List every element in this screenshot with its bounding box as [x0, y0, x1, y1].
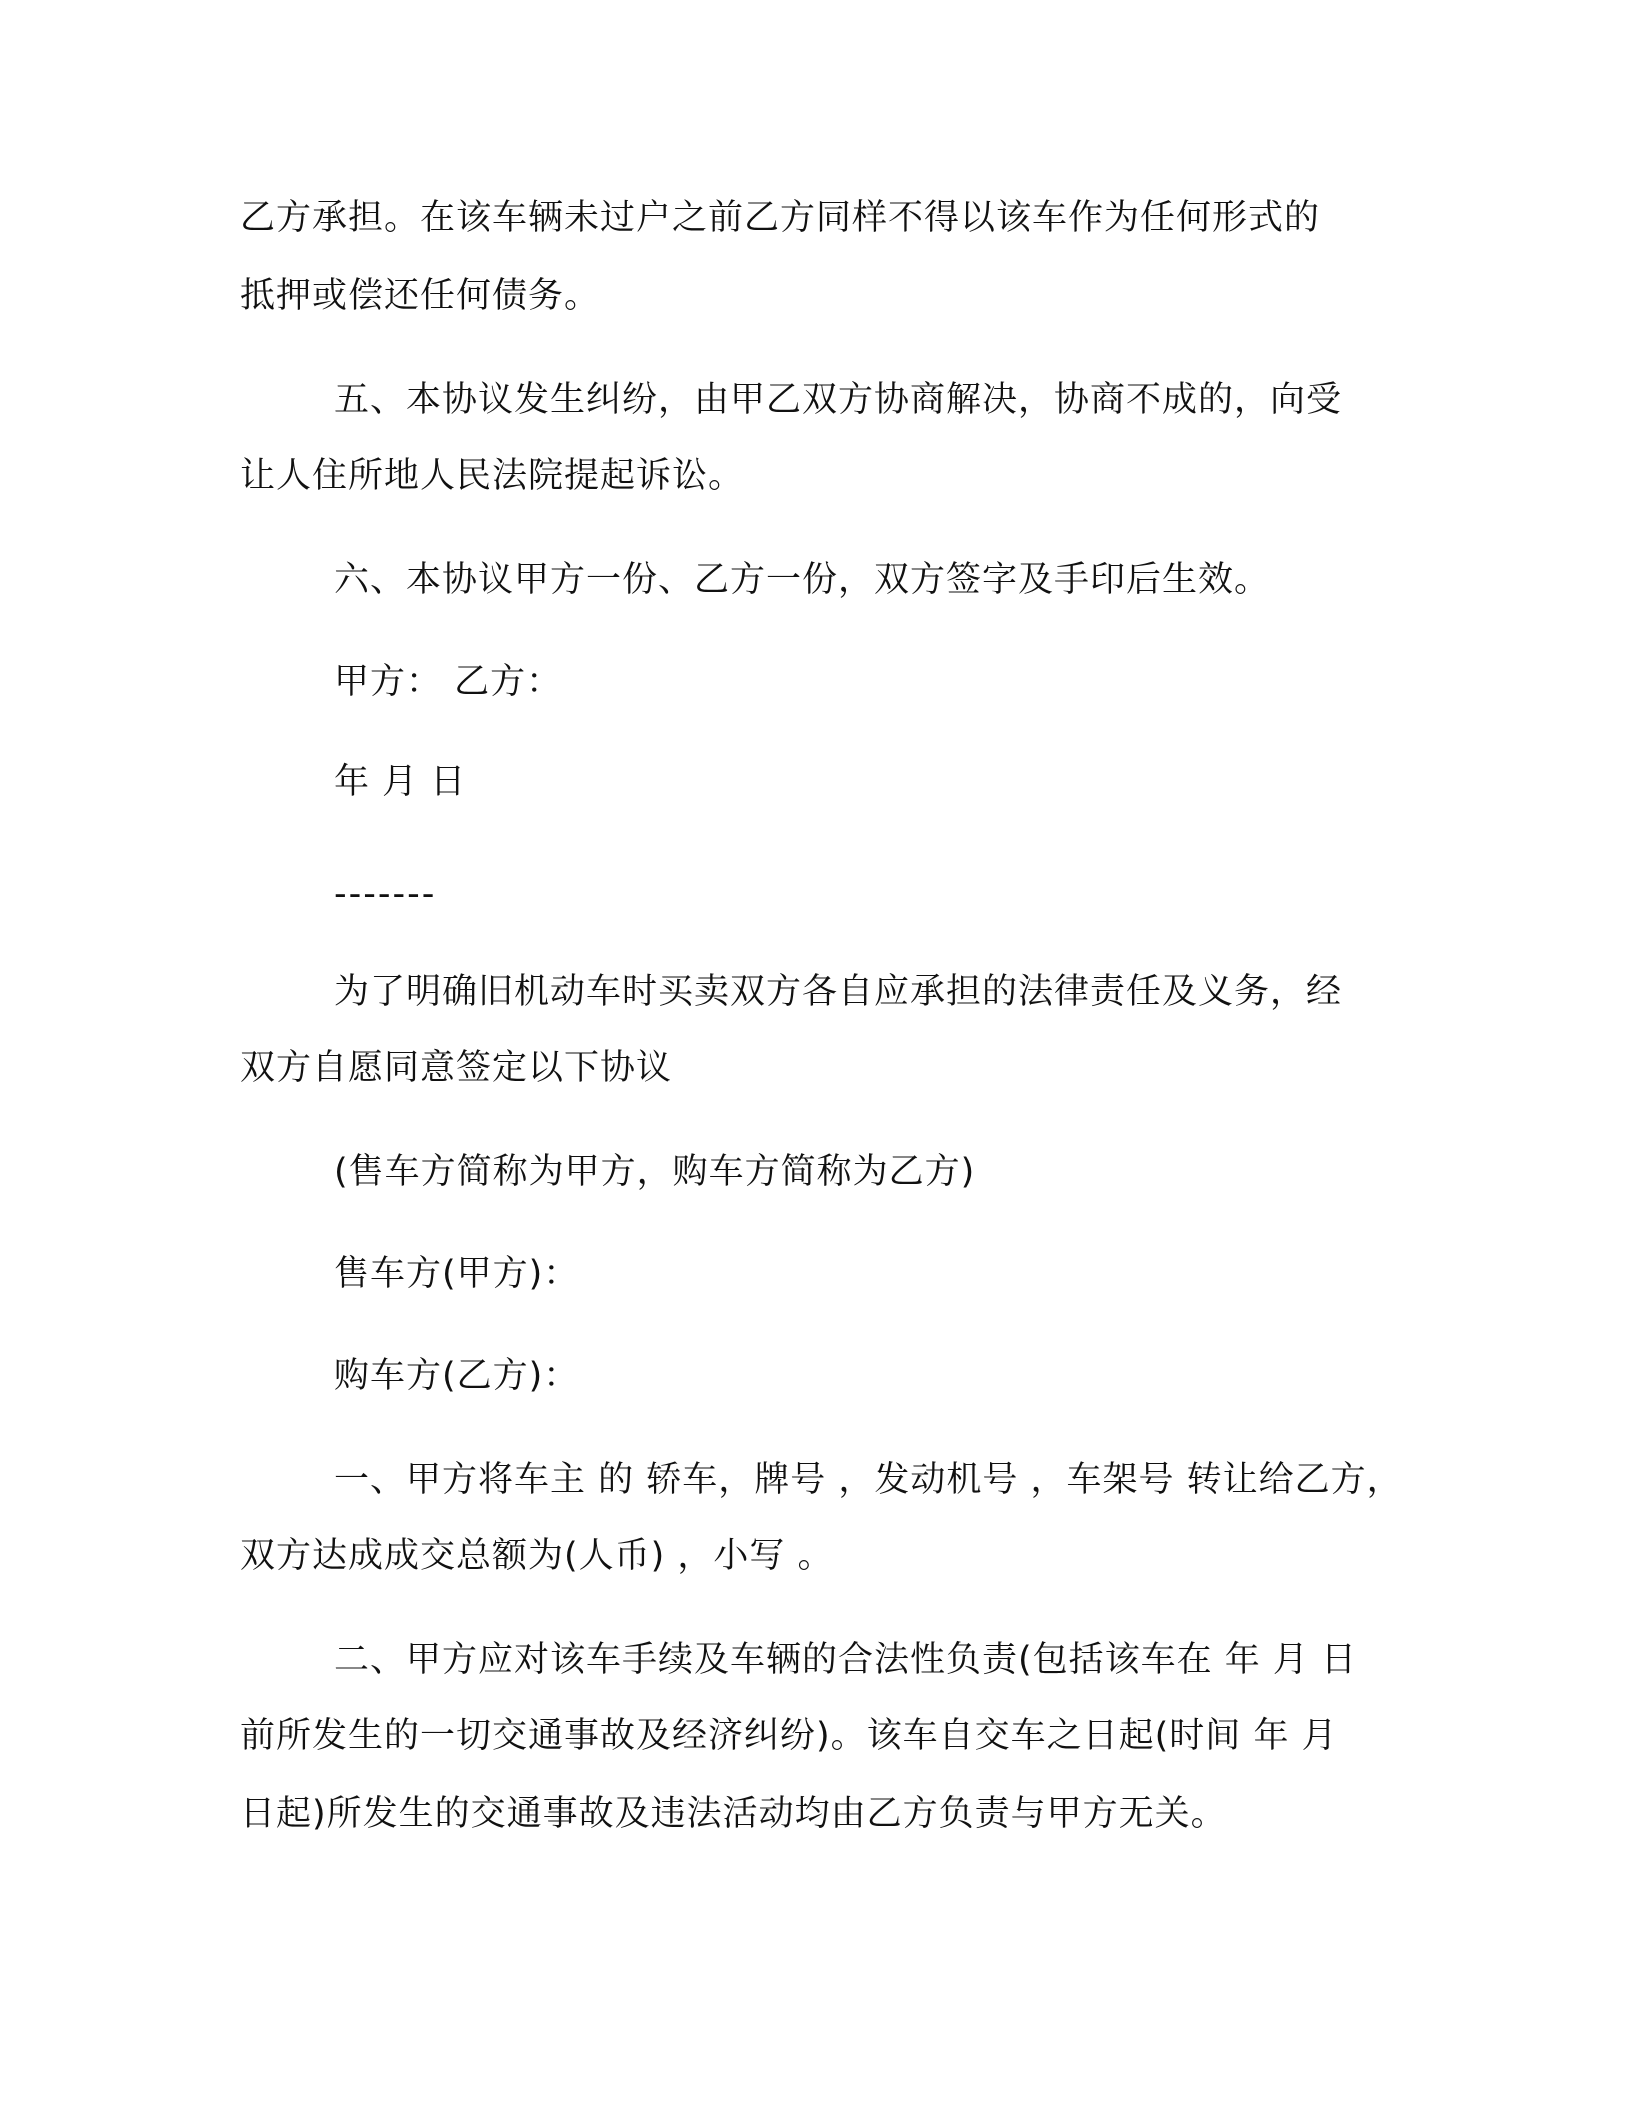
paragraph-line: 为了明确旧机动车时买卖双方各自应承担的法律责任及义务，经 — [334, 972, 1343, 1012]
section-separator: ------- — [334, 874, 437, 914]
paragraph-line: 日起)所发生的交通事故及违法活动均由乙方负责与甲方无关。 — [240, 1794, 1227, 1834]
paragraph-line: 乙方承担。在该车辆未过户之前乙方同样不得以该车作为任何形式的 — [240, 198, 1321, 238]
paragraph-line: 抵押或偿还任何债务。 — [240, 276, 601, 316]
paragraph-line: 双方自愿同意签定以下协议 — [240, 1048, 673, 1088]
paragraph-line: 六、本协议甲方一份、乙方一份，双方签字及手印后生效。 — [334, 560, 1271, 600]
paragraph-line: (售车方简称为甲方，购车方简称为乙方) — [334, 1152, 976, 1192]
seller-line: 售车方(甲方)： — [334, 1254, 580, 1294]
paragraph-line: 双方达成成交总额为(人币) ，小写 。 — [240, 1536, 834, 1576]
paragraph-line: 让人住所地人民法院提起诉讼。 — [240, 456, 745, 496]
paragraph-line: 五、本协议发生纠纷，由甲乙双方协商解决，协商不成的，向受 — [334, 380, 1343, 420]
date-line: 年 月 日 — [334, 762, 467, 802]
paragraph-line: 一、甲方将车主 的 轿车，牌号 ，发动机号 ，车架号 转让给乙方， — [334, 1460, 1403, 1500]
buyer-line: 购车方(乙方)： — [334, 1356, 580, 1396]
paragraph-line: 前所发生的一切交通事故及经济纠纷)。该车自交车之日起(时间 年 月 — [240, 1716, 1338, 1756]
paragraph-line: 二、甲方应对该车手续及车辆的合法性负责(包括该车在 年 月 日 — [334, 1640, 1358, 1680]
signature-line: 甲方： 乙方： — [334, 662, 563, 702]
